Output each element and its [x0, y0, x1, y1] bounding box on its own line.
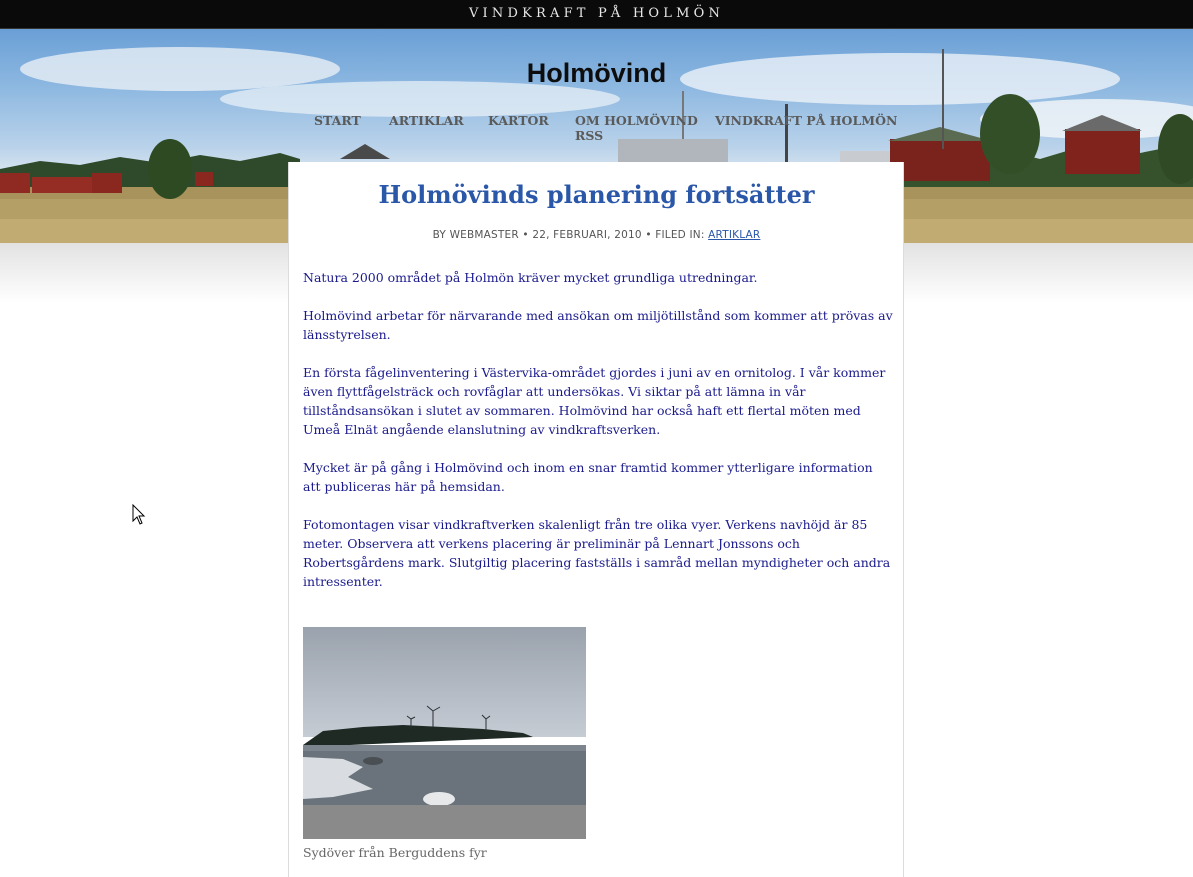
post-paragraph: En första fågelinventering i Västervika-området gjordes i juni av en ornitolog. I vår kommer även flyttfågelsträck och rovfåglar att undersökas. Vi siktar på att lämna in vår tillståndsansökan i slutet av sommaren. Holmövind har också haft ett flertal möten med Umeå Elnät angående elanslutning av vindkraftsverken. — [303, 365, 886, 437]
post-paragraph: Natura 2000 området på Holmön kräver mycket grundliga utredningar. — [303, 270, 758, 285]
post-photo[interactable] — [303, 627, 586, 839]
post-meta — [0, 229, 1193, 241]
photo-caption: Sydöver från Berguddens fyr — [303, 845, 487, 860]
photomontage-image — [303, 627, 586, 839]
nav-item-kartor[interactable]: KARTOR — [488, 113, 549, 128]
nav-item-artiklar[interactable]: ARTIKLAR — [389, 113, 464, 128]
site-title[interactable]: Holmövind — [526, 58, 667, 88]
site-tagline: VINDKRAFT PÅ HOLMÖN — [0, 0, 1193, 29]
nav-item-om-holmovind[interactable]: OM HOLMÖVIND — [575, 113, 698, 128]
post-category-link[interactable]: ARTIKLAR — [708, 229, 761, 241]
post-paragraph: Holmövind arbetar för närvarande med ansökan om miljötillstånd som kommer att prövas av länsstyrelsen. — [303, 308, 893, 342]
post-meta-text: BY WEBMASTER • 22, FEBRUARI, 2010 • FILED IN: — [432, 229, 709, 241]
nav-item-vindkraft-pa-holmon[interactable]: VINDKRAFT PÅ HOLMÖN — [715, 113, 898, 128]
post-paragraph: Mycket är på gång i Holmövind och inom en snar framtid kommer ytterligare information att publiceras här på hemsidan. — [303, 460, 873, 494]
post-body — [303, 268, 893, 610]
nav-item-start[interactable]: START — [314, 113, 361, 128]
main-nav — [0, 112, 1193, 152]
nav-item-rss[interactable]: RSS — [575, 128, 604, 143]
post-paragraph: Fotomontagen visar vindkraftverken skalenligt från tre olika vyer. Verkens navhöjd är 85 meter. Observera att verkens placering är preliminär på Lennart Jonssons och Robertsgårdens mark. Slutgiltig placering fastställs i samråd mellan myndigheter och andra intressenter. — [303, 517, 891, 589]
post-title[interactable]: Holmövinds planering fortsätter — [378, 180, 815, 209]
mouse-cursor-icon — [132, 504, 146, 526]
